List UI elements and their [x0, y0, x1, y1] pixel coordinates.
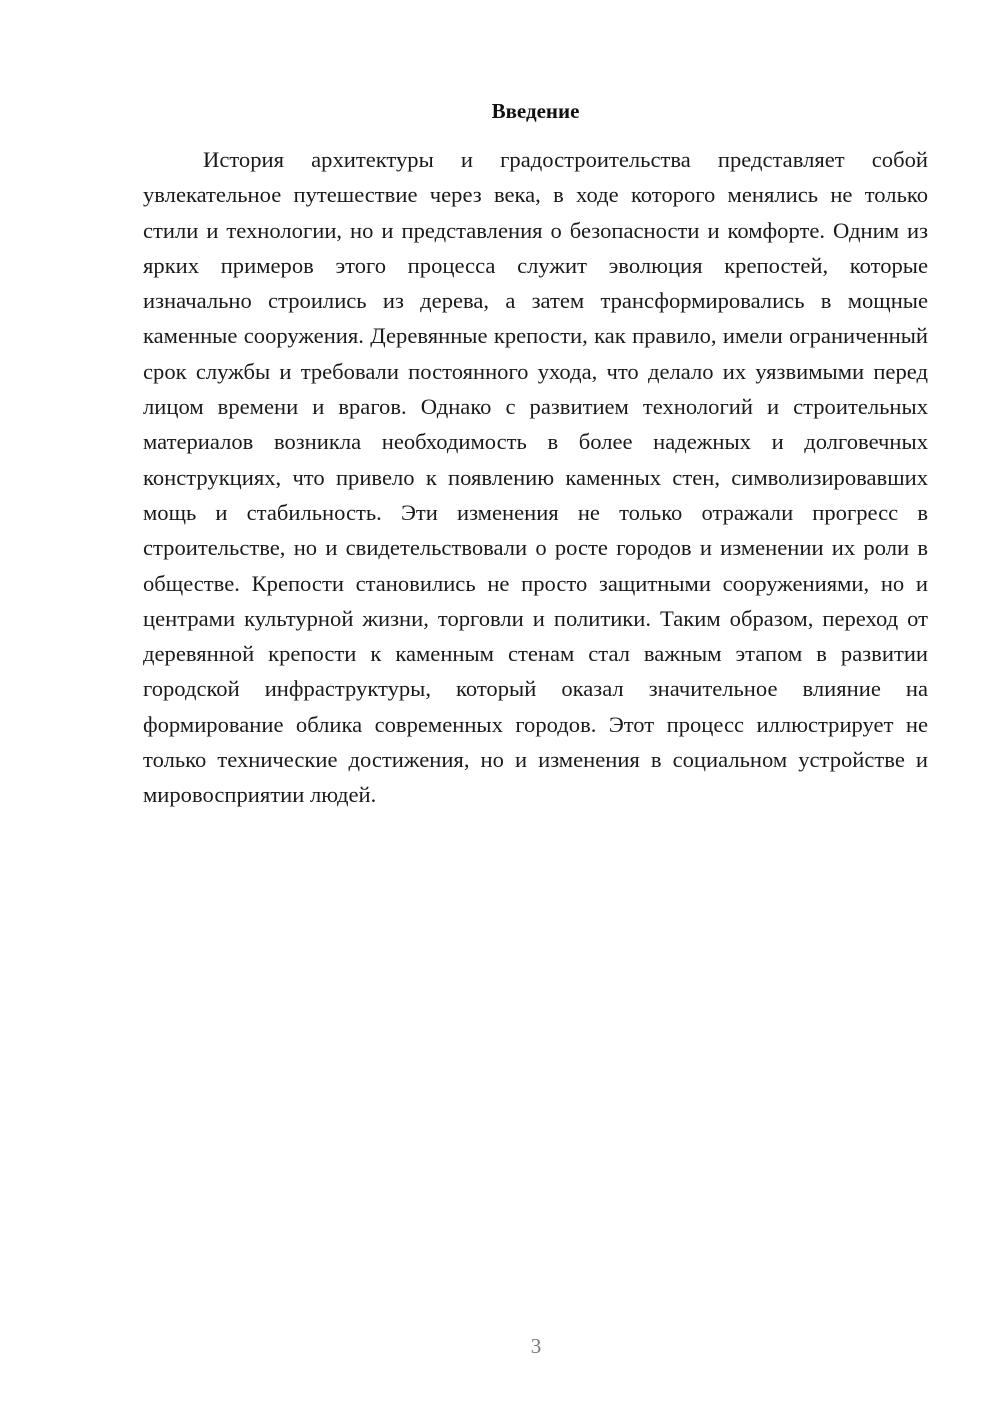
- intro-paragraph: История архитектуры и градостроительства представляет собой увлекательное путешествие через века, в ходе которого менялись не только стили и технологии, но и представления о безопасности и комфорте. Одним из ярких примеров этого процесса служит эволюция крепостей, которые изначально строились из дерева, а затем трансформировались в мощные каменные сооружения. Деревянные крепости, как правило, имели ограниченный срок службы и требовали постоянного ухода, что делало их уязвимыми перед лицом времени и врагов. Однако с развитием технологий и строительных материалов возникла необходимость в более надежных и долговечных конструкциях, что привело к появлению каменных стен, символизировавших мощь и стабильность. Эти изменения не только отражали прогресс в строительстве, но и свидетельствовали о росте городов и изменении их роли в обществе. Крепости становились не просто защитными сооружениями, но и центрами культурной жизни, торговли и политики. Таким образом, переход от деревянной крепости к каменным стенам стал важным этапом в развитии городской инфраструктуры, который оказал значительное влияние на формирование облика современных городов. Этот процесс иллюстрирует не только технические достижения, но и изменения в социальном устройстве и мировосприятии людей.: [143, 147, 928, 808]
- section-heading: Введение: [491, 99, 580, 123]
- page-number: 3: [530, 1334, 542, 1358]
